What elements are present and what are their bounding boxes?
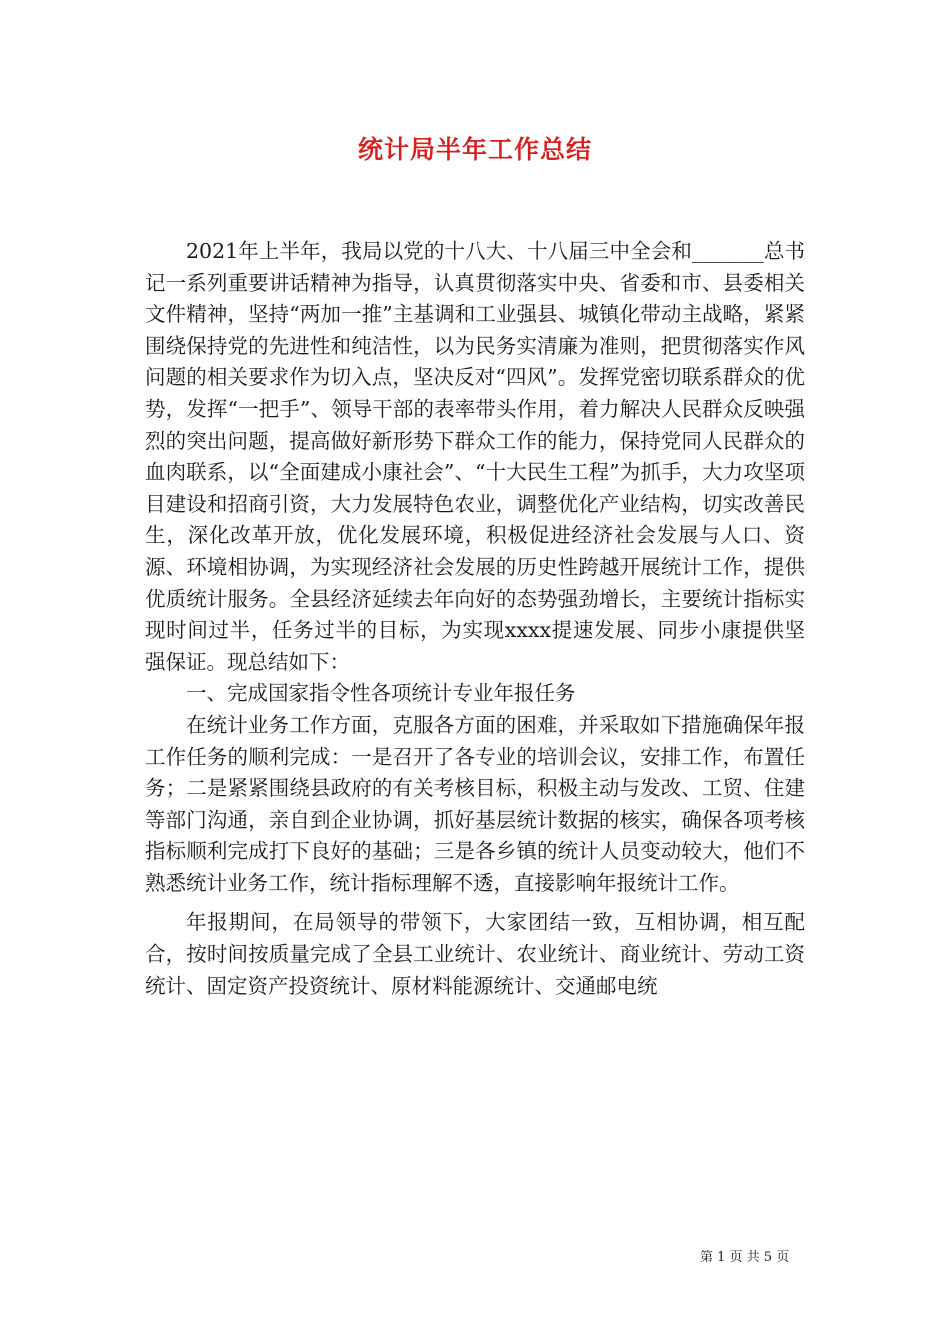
document-body xyxy=(145,236,805,1002)
page-number: 第 1 页 共 5 页 xyxy=(700,1250,790,1265)
section-heading-1: 一、完成国家指令性各项统计专业年报任务 xyxy=(186,681,576,706)
document-title: 统计局半年工作总结 xyxy=(357,135,592,164)
paragraph-annual-report: 年报期间，在局领导的带领下，大家团结一致，互相协调，相互配合，按时间按质量完成了全县工业统计、农业统计、商业统计、劳动工资统计、固定资产投资统计、原材料能源统计、交通邮电统 xyxy=(145,910,805,998)
paragraph-intro: 2021年上半年，我局以党的十八大、十八届三中全会和_______总书记一系列重要讲话精神为指导，认真贯彻落实中央、省委和市、县委相关文件精神，坚持“两加一推”主基调和工业强县、城镇化带动主战略，紧紧围绕保持党的先进性和纯洁性，以为民务实清廉为准则，把贯彻落实作风问题的相关要求作为切入点，坚决反对“四风”。发挥党密切联系群众的优势，发挥“一把手”、领导干部的表率带头作用，着力解决人民群众反映强烈的突出问题，提高做好新形势下群众工作的能力，保持党同人民群众的血肉联系，以“全面建成小康社会”、“十大民生工程”为抓手，大力攻坚项目建设和招商引资，大力发展特色农业，调整优化产业结构，切实改善民生，深化改革开放，优化发展环境，积极促进经济社会发展与人口、资源、环境相协调，为实现经济社会发展的历史性跨越开展统计工作，提供优质统计服务。全县经济延续去年向好的态势强劲增长，主要统计指标实现时间过半，任务过半的目标，为实现xxxx提速发展、同步小康提供坚强保证。现总结如下： xyxy=(145,239,805,674)
paragraph-work-measures: 在统计业务工作方面，克服各方面的困难，并采取如下措施确保年报工作任务的顺利完成：一是召开了各专业的培训会议，安排工作，布置任务；二是紧紧围绕县政府的有关考核目标，积极主动与发改、工贸、住建等部门沟通，亲自到企业协调，抓好基层统计数据的核实，确保各项考核指标顺利完成打下良好的基础；三是各乡镇的统计人员变动较大，他们不熟悉统计业务工作，统计指标理解不透，直接影响年报统计工作。 xyxy=(145,712,805,895)
